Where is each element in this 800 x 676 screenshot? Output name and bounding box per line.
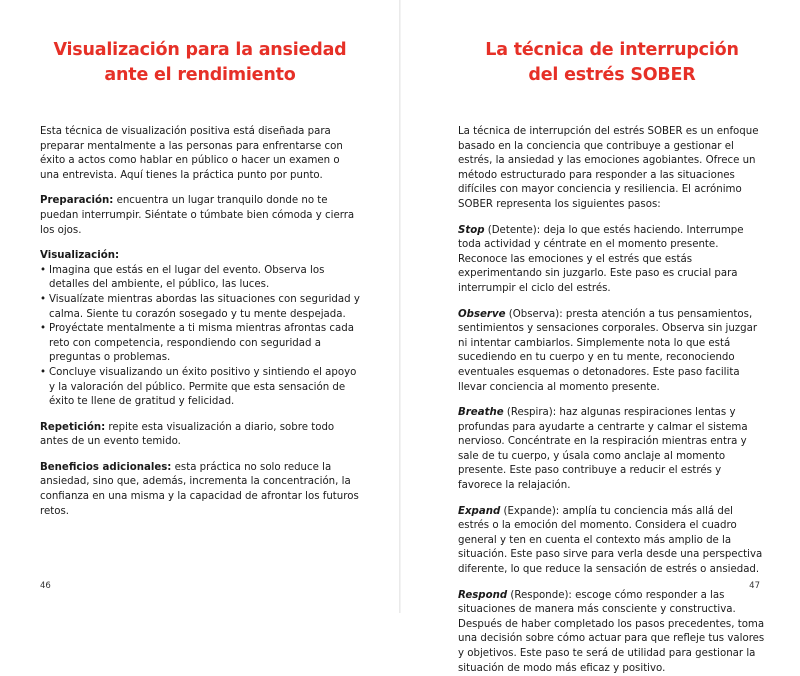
step-text: amplía tu conciencia más allá del estrés o la emoción del momento. Considera el cuadro general y ten en cuenta el contexto más amplio de la situación. Este paso sirve para verla desde una perspectiva diferente, lo que reduce la sensación de estrés o ansiedad. <box>458 505 763 576</box>
step-stop <box>458 224 766 297</box>
step-gloss: (Observa): <box>505 308 566 320</box>
repetition-paragraph <box>40 421 360 450</box>
right-title-line-2: del estrés SOBER <box>528 65 696 85</box>
repetition-label: Repetición: <box>40 421 106 433</box>
visualization-item: • Proyéctate mentalmente a ti misma mientras afrontas cada reto con competencia, respondiendo con seguridad a preguntas o problemas. <box>40 322 360 366</box>
visualization-item: • Visualízate mientras abordas las situaciones con seguridad y calma. Siente tu corazón sosegado y tu mente despejada. <box>40 293 360 322</box>
visualization-item: • Concluye visualizando un éxito positivo y sintiendo el apoyo y la valoración del público. Permite que esta sensación de éxito te llene de gratitud y felicidad. <box>40 366 360 410</box>
step-term: Stop <box>458 224 485 236</box>
step-text: haz algunas respiraciones lentas y profundas para ayudarte a centrarte y calmar el sistema nervioso. Concéntrate en la respiración mientras entra y sale de tu cuerpo, y úsala como anclaje al momento presente. Este paso contribuye a reducir el estrés y favorece la relajación. <box>458 407 748 492</box>
step-gloss: (Responde): <box>507 589 576 601</box>
step-text: escoge cómo responder a las situaciones de manera más consciente y constructiva. Después de haber completado los pasos precedentes, toma una decisión sobre cómo actuar para que refleje tus valores y objetivos. Este paso te será de utilidad para gestionar la situación de modo más eficaz y positivo. <box>458 589 765 674</box>
step-term: Observe <box>458 308 506 320</box>
step-gloss: (Expande): <box>500 505 563 517</box>
right-intro-paragraph: La técnica de interrupción del estrés SOBER es un enfoque basado en la conciencia que contribuye a gestionar el estrés, la ansiedad y las emociones agobiantes. Ofrece un método estructurado para responder a las situaciones difíciles con mayor conciencia y resiliencia. El acrónimo SOBER representa los siguientes pasos: <box>458 126 759 210</box>
right-page <box>400 0 800 674</box>
right-page-title <box>458 38 766 88</box>
step-respond <box>458 589 766 676</box>
page-gutter <box>399 0 401 613</box>
right-title-line-1: La técnica de interrupción <box>485 40 739 60</box>
page-number-right: 47 <box>749 581 760 591</box>
step-expand <box>458 505 766 578</box>
benefits-paragraph <box>40 461 360 519</box>
benefits-text: esta práctica no solo reduce la ansiedad, sino que, además, incrementa la concentración, la confianza en una misma y la capacidad de afrontar los futuros retos. <box>40 461 359 517</box>
preparation-text: encuentra un lugar tranquilo donde no te puedan interrumpir. Siéntate o túmbate bien cómoda y cierra los ojos. <box>40 195 355 236</box>
step-term: Expand <box>458 505 501 517</box>
step-term: Respond <box>458 589 508 601</box>
step-observe <box>458 308 766 396</box>
preparation-paragraph <box>40 194 360 238</box>
left-intro-paragraph: Esta técnica de visualización positiva está diseñada para preparar mentalmente a las personas para enfrentarse con éxito a actos como hablar en público o hacer un examen o una entrevista. Aquí tienes la práctica punto por punto. <box>40 126 343 181</box>
step-text: presta atención a tus pensamientos, sentimientos y sensaciones corporales. Observa sin juzgar ni intentar cambiarlos. Simplemente nota lo que está sucediendo en tu cuerpo y en tu mente, reconociendo eventuales esquemas o detonadores. Este paso facilita llevar conciencia al momento presente. <box>458 308 758 393</box>
left-title-line-1: Visualización para la ansiedad <box>53 40 347 60</box>
step-gloss: (Detente): <box>484 224 544 236</box>
step-text: deja lo que estés haciendo. Interrumpe toda actividad y céntrate en el momento presente. Reconoce las emociones y el estrés que estás experimentando sin juzgarlo. Este paso es crucial para interrumpir el ciclo del estrés. <box>458 224 744 294</box>
benefits-label: Beneficios adicionales: <box>40 461 172 473</box>
preparation-label: Preparación: <box>40 195 114 207</box>
visualization-section <box>40 249 360 410</box>
right-page-body <box>458 125 766 676</box>
step-gloss: (Respira): <box>503 407 560 419</box>
step-breathe <box>458 406 766 494</box>
step-term: Breathe <box>458 407 504 419</box>
visualization-label: Visualización: <box>40 250 120 262</box>
visualization-list <box>40 264 360 410</box>
visualization-item: • Imagina que estás en el lugar del evento. Observa los detalles del ambiente, el público, las luces. <box>40 264 360 293</box>
left-page-body <box>40 125 360 519</box>
repetition-text: repite esta visualización a diario, sobre todo antes de un evento temido. <box>40 421 335 448</box>
left-page <box>0 0 400 613</box>
left-page-title <box>40 38 360 88</box>
left-title-line-2: ante el rendimiento <box>104 65 296 85</box>
page-number-left: 46 <box>40 581 51 591</box>
